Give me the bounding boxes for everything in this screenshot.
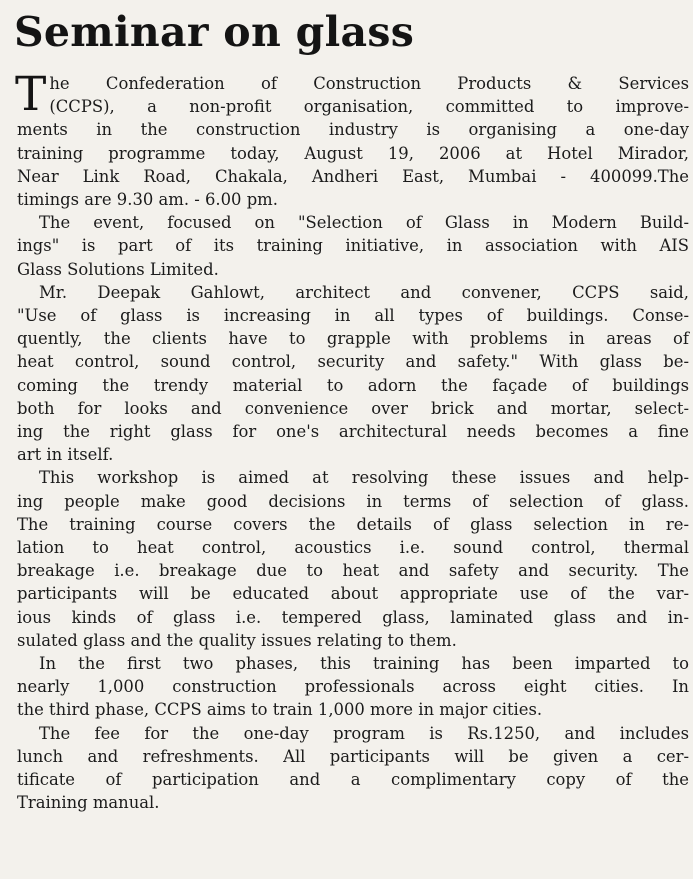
drop-cap: T (15, 67, 47, 122)
headline: Seminar on glass (14, 8, 415, 56)
paragraph-line: training programme today, August 19, 2006 at Hotel Mirador, (17, 143, 689, 163)
paragraph-line: The fee for the one-day program is Rs.1250, and includes (39, 723, 689, 743)
paragraph-line: both for looks and convenience over brick and mortar, select- (17, 398, 689, 418)
paragraph-line: timings are 9.30 am. - 6.00 pm. (17, 190, 278, 210)
article-paragraph-1 (15, 67, 689, 211)
article-paragraph-6 (17, 722, 689, 815)
paragraph-line: breakage i.e. breakage due to heat and safety and security. The (17, 561, 689, 581)
paragraph-line: ing the right glass for one's architectural needs becomes a fine (17, 422, 689, 442)
paragraph-line: Near Link Road, Chakala, Andheri East, Mumbai - 400099.The (17, 166, 689, 186)
paragraph-line: nearly 1,000 construction professionals across eight cities. In (17, 677, 689, 697)
paragraph-line: sulated glass and the quality issues relating to them. (17, 630, 457, 650)
paragraph-line: ious kinds of glass i.e. tempered glass, laminated glass and in- (17, 607, 689, 627)
paragraph-line: ments in the construction industry is organising a one-day (17, 120, 689, 140)
paragraph-line: the third phase, CCPS aims to train 1,000 more in major cities. (17, 700, 543, 720)
article-paragraph-5 (17, 652, 689, 722)
paragraph-line: Training manual. (17, 793, 160, 813)
article-body (15, 67, 689, 815)
article-paragraph-3 (17, 281, 689, 467)
paragraph-line: he Confederation of Construction Products & Services (49, 74, 689, 93)
paragraph-line: In the first two phases, this training has been imparted to (39, 654, 689, 674)
paragraph-line: The training course covers the details of glass selection in re- (17, 514, 689, 534)
article-paragraph-2 (17, 211, 689, 281)
paragraph-line: participants will be educated about appropriate use of the var- (17, 584, 689, 604)
paragraph-line: (CCPS), a non-profit organisation, committed to improve- (49, 97, 689, 117)
paragraph-line: The event, focused on "Selection of Glass in Modern Build- (39, 213, 689, 233)
article-paragraph-4 (17, 466, 689, 652)
paragraph-line: heat control, sound control, security and safety." With glass be- (17, 352, 689, 372)
paragraph-line: coming the trendy material to adorn the façade of buildings (17, 375, 689, 395)
paragraph-line: Mr. Deepak Gahlowt, architect and convener, CCPS said, (39, 282, 689, 302)
paragraph-line: ing people make good decisions in terms of selection of glass. (17, 491, 689, 511)
paragraph-line: This workshop is aimed at resolving these issues and help- (39, 468, 689, 488)
paragraph-line: tificate of participation and a complimentary copy of the (17, 770, 689, 790)
paragraph-line: lunch and refreshments. All participants will be given a cer- (17, 746, 689, 766)
paragraph-line: Glass Solutions Limited. (17, 259, 219, 279)
paragraph-line: ings" is part of its training initiative, in association with AIS (17, 236, 689, 256)
paragraph-line: quently, the clients have to grapple with problems in areas of (17, 329, 689, 349)
paragraph-line: art in itself. (17, 445, 114, 465)
paragraph-line: lation to heat control, acoustics i.e. sound control, thermal (17, 538, 689, 558)
paragraph-line: "Use of glass is increasing in all types of buildings. Conse- (17, 306, 689, 326)
